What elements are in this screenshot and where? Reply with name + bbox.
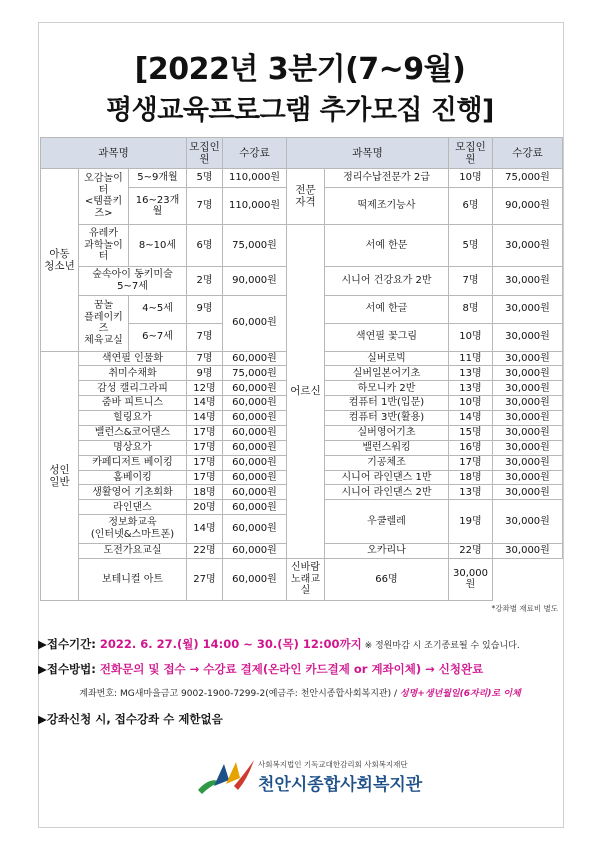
course-capacity: 14명 bbox=[187, 396, 223, 411]
organization-subtitle: 사회복지법인 기독교대한감리회 사회복지재단 bbox=[258, 760, 408, 769]
course-name: 우쿨렐레 bbox=[325, 500, 449, 543]
course-fee: 60,000원 bbox=[223, 381, 287, 396]
table-row bbox=[41, 169, 563, 188]
course-fee: 60,000원 bbox=[223, 543, 287, 558]
course-capacity: 9명 bbox=[187, 366, 223, 381]
course-fee: 110,000원 bbox=[223, 188, 287, 225]
course-fee: 60,000원 bbox=[223, 411, 287, 426]
course-capacity: 66명 bbox=[325, 558, 449, 600]
course-fee: 30,000원 bbox=[493, 396, 563, 411]
course-capacity: 18명 bbox=[187, 485, 223, 500]
course-fee: 30,000원 bbox=[493, 485, 563, 500]
course-fee: 30,000원 bbox=[493, 440, 563, 455]
course-name: 실버영어기초 bbox=[325, 425, 449, 440]
account-note: 성명+생년월일(6자리)로 이체 bbox=[399, 689, 521, 699]
course-fee: 60,000원 bbox=[223, 558, 287, 600]
course-fee: 60,000원 bbox=[223, 295, 287, 351]
course-name: 홈베이킹 bbox=[79, 470, 187, 485]
course-fee: 75,000원 bbox=[223, 366, 287, 381]
course-capacity: 7명 bbox=[187, 323, 223, 351]
account-text: 계좌번호: MG새마을금고 9002-1900-7299-2(예금주: 천안시종합사회복지관) / bbox=[79, 689, 400, 699]
material-fee-note: *강좌별 재료비 별도 bbox=[491, 604, 558, 613]
course-capacity: 10명 bbox=[449, 396, 493, 411]
course-capacity: 17명 bbox=[187, 425, 223, 440]
course-fee: 30,000원 bbox=[493, 543, 563, 558]
course-capacity: 11명 bbox=[449, 351, 493, 366]
method-value: 전화문의 및 접수 → 수강료 결제(온라인 카드결제 or 계좌이체) → 신청완료 bbox=[99, 662, 484, 676]
course-name: 신바람 노래교실 bbox=[287, 558, 325, 600]
course-name: 컴퓨터 1반(입문) bbox=[325, 396, 449, 411]
course-capacity: 22명 bbox=[449, 543, 493, 558]
course-age: 8~10세 bbox=[129, 224, 187, 266]
course-age: 6~7세 bbox=[129, 323, 187, 351]
organization-name: 천안시종합사회복지관 bbox=[258, 775, 423, 795]
course-capacity: 17명 bbox=[449, 455, 493, 470]
course-name: 유레카 과학놀이터 bbox=[79, 224, 129, 266]
course-age: 5~9개월 bbox=[129, 169, 187, 188]
course-capacity: 7명 bbox=[187, 351, 223, 366]
header-fee-left: 수강료 bbox=[223, 138, 287, 169]
period-label: ▶접수기간: bbox=[38, 637, 100, 651]
course-name: 라인댄스 bbox=[79, 500, 187, 515]
course-name: 실버일본어기초 bbox=[325, 366, 449, 381]
course-fee: 30,000원 bbox=[449, 558, 493, 600]
course-capacity: 14명 bbox=[187, 411, 223, 426]
course-fee: 30,000원 bbox=[493, 351, 563, 366]
table-row bbox=[41, 558, 563, 600]
course-capacity: 9명 bbox=[187, 295, 223, 323]
course-name: 떡제조기능사 bbox=[325, 188, 449, 225]
course-capacity: 8명 bbox=[449, 295, 493, 323]
header-fee-right: 수강료 bbox=[493, 138, 563, 169]
course-fee: 30,000원 bbox=[493, 295, 563, 323]
course-name: 오카리나 bbox=[325, 543, 449, 558]
course-fee: 30,000원 bbox=[493, 323, 563, 351]
page-title-line2: 평생교육프로그램 추가모집 진행] bbox=[106, 95, 494, 126]
table-header-row bbox=[41, 138, 563, 169]
enrollment-limit: ▶강좌신청 시, 접수강좌 수 제한없음 bbox=[38, 712, 223, 726]
course-name: 시니어 건강요가 2반 bbox=[325, 267, 449, 296]
program-table bbox=[40, 137, 563, 601]
course-fee: 90,000원 bbox=[223, 267, 287, 296]
course-capacity: 17명 bbox=[187, 470, 223, 485]
course-name: 정리수납전문가 2급 bbox=[325, 169, 449, 188]
application-period bbox=[38, 636, 520, 652]
course-capacity: 20명 bbox=[187, 500, 223, 515]
course-capacity: 13명 bbox=[449, 366, 493, 381]
course-name: 줌바 피트니스 bbox=[79, 396, 187, 411]
course-capacity: 10명 bbox=[449, 169, 493, 188]
course-name: 도전가요교실 bbox=[79, 543, 187, 558]
course-capacity: 19명 bbox=[449, 500, 493, 543]
course-age: 4~5세 bbox=[129, 295, 187, 323]
course-capacity: 17명 bbox=[187, 440, 223, 455]
course-name: 카페디저트 베이킹 bbox=[79, 455, 187, 470]
category-pro: 전문 자격 bbox=[287, 169, 325, 225]
course-name: 정보화교육 (인터넷&스마트폰) bbox=[79, 515, 187, 544]
header-capacity-right: 모집인원 bbox=[449, 138, 493, 169]
course-fee: 30,000원 bbox=[493, 224, 563, 266]
course-capacity: 13명 bbox=[449, 485, 493, 500]
course-fee: 30,000원 bbox=[493, 381, 563, 396]
course-fee: 30,000원 bbox=[493, 455, 563, 470]
course-name: 기공체조 bbox=[325, 455, 449, 470]
course-fee: 60,000원 bbox=[223, 515, 287, 544]
course-capacity: 15명 bbox=[449, 425, 493, 440]
course-capacity: 7명 bbox=[449, 267, 493, 296]
course-capacity: 18명 bbox=[449, 470, 493, 485]
course-name: 서예 한글 bbox=[325, 295, 449, 323]
course-fee: 60,000원 bbox=[223, 351, 287, 366]
course-capacity: 13명 bbox=[449, 381, 493, 396]
course-name: 밸런스워킹 bbox=[325, 440, 449, 455]
course-name: 색연필 꽃그림 bbox=[325, 323, 449, 351]
course-name: 생활영어 기초회화 bbox=[79, 485, 187, 500]
course-capacity: 5명 bbox=[187, 169, 223, 188]
course-name: 색연필 인물화 bbox=[79, 351, 187, 366]
course-name: 감성 캘리그라피 bbox=[79, 381, 187, 396]
course-capacity: 6명 bbox=[449, 188, 493, 225]
logo-stroke-yellow bbox=[226, 762, 240, 784]
category-adult: 성인 일반 bbox=[41, 351, 79, 600]
course-name: 오감놀이터 <템플키즈> bbox=[79, 169, 129, 225]
course-fee: 60,000원 bbox=[223, 425, 287, 440]
course-name: 힐링요가 bbox=[79, 411, 187, 426]
course-fee: 75,000원 bbox=[223, 224, 287, 266]
page-title-line1: [2022년 3분기(7~9월) bbox=[134, 52, 466, 87]
course-name: 꿈놀 플레이키즈 체육교실 bbox=[79, 295, 129, 351]
course-capacity: 5명 bbox=[449, 224, 493, 266]
course-fee: 60,000원 bbox=[223, 396, 287, 411]
course-fee: 90,000원 bbox=[493, 188, 563, 225]
course-capacity: 14명 bbox=[187, 515, 223, 544]
course-fee: 30,000원 bbox=[493, 425, 563, 440]
account-info bbox=[0, 686, 600, 699]
header-subject-right: 과목명 bbox=[287, 138, 449, 169]
header-subject-left: 과목명 bbox=[41, 138, 187, 169]
period-value: 2022. 6. 27.(월) 14:00 ~ 30.(목) 12:00까지 bbox=[99, 637, 362, 651]
course-capacity: 22명 bbox=[187, 543, 223, 558]
course-fee: 30,000원 bbox=[493, 500, 563, 543]
course-capacity: 17명 bbox=[187, 455, 223, 470]
course-fee: 75,000원 bbox=[493, 169, 563, 188]
table-row bbox=[41, 224, 563, 266]
course-capacity: 14명 bbox=[449, 411, 493, 426]
course-fee: 30,000원 bbox=[493, 411, 563, 426]
course-name: 시니어 라인댄스 2반 bbox=[325, 485, 449, 500]
course-name: 하모니카 2반 bbox=[325, 381, 449, 396]
course-fee: 30,000원 bbox=[493, 470, 563, 485]
header-capacity-left: 모집인원 bbox=[187, 138, 223, 169]
category-child: 아동 청소년 bbox=[41, 169, 79, 352]
course-fee: 110,000원 bbox=[223, 169, 287, 188]
course-name: 실버로빅 bbox=[325, 351, 449, 366]
course-capacity: 16명 bbox=[449, 440, 493, 455]
category-senior: 어르신 bbox=[287, 224, 325, 558]
course-name: 숲속아이 동키미술 5~7세 bbox=[79, 267, 187, 296]
course-capacity: 10명 bbox=[449, 323, 493, 351]
method-label: ▶접수방법: bbox=[38, 662, 100, 676]
welfare-center-logo-icon bbox=[196, 756, 256, 796]
course-fee: 30,000원 bbox=[493, 366, 563, 381]
application-method bbox=[38, 661, 483, 677]
course-name: 밸런스&코어댄스 bbox=[79, 425, 187, 440]
course-capacity: 7명 bbox=[187, 188, 223, 225]
course-name: 컴퓨터 3반(활용) bbox=[325, 411, 449, 426]
course-capacity: 6명 bbox=[187, 224, 223, 266]
course-age: 16~23개월 bbox=[129, 188, 187, 225]
course-fee: 30,000원 bbox=[493, 267, 563, 296]
course-name: 취미수채화 bbox=[79, 366, 187, 381]
course-name: 시니어 라인댄스 1반 bbox=[325, 470, 449, 485]
course-name: 보테니컬 아트 bbox=[79, 558, 187, 600]
course-capacity: 27명 bbox=[187, 558, 223, 600]
course-fee: 60,000원 bbox=[223, 500, 287, 515]
course-capacity: 2명 bbox=[187, 267, 223, 296]
course-capacity: 12명 bbox=[187, 381, 223, 396]
course-name: 서예 한문 bbox=[325, 224, 449, 266]
course-fee: 60,000원 bbox=[223, 470, 287, 485]
period-note: ※ 정원마감 시 조기종료될 수 있습니다. bbox=[361, 641, 520, 651]
course-fee: 60,000원 bbox=[223, 485, 287, 500]
course-fee: 60,000원 bbox=[223, 455, 287, 470]
course-name: 명상요가 bbox=[79, 440, 187, 455]
course-fee: 60,000원 bbox=[223, 440, 287, 455]
